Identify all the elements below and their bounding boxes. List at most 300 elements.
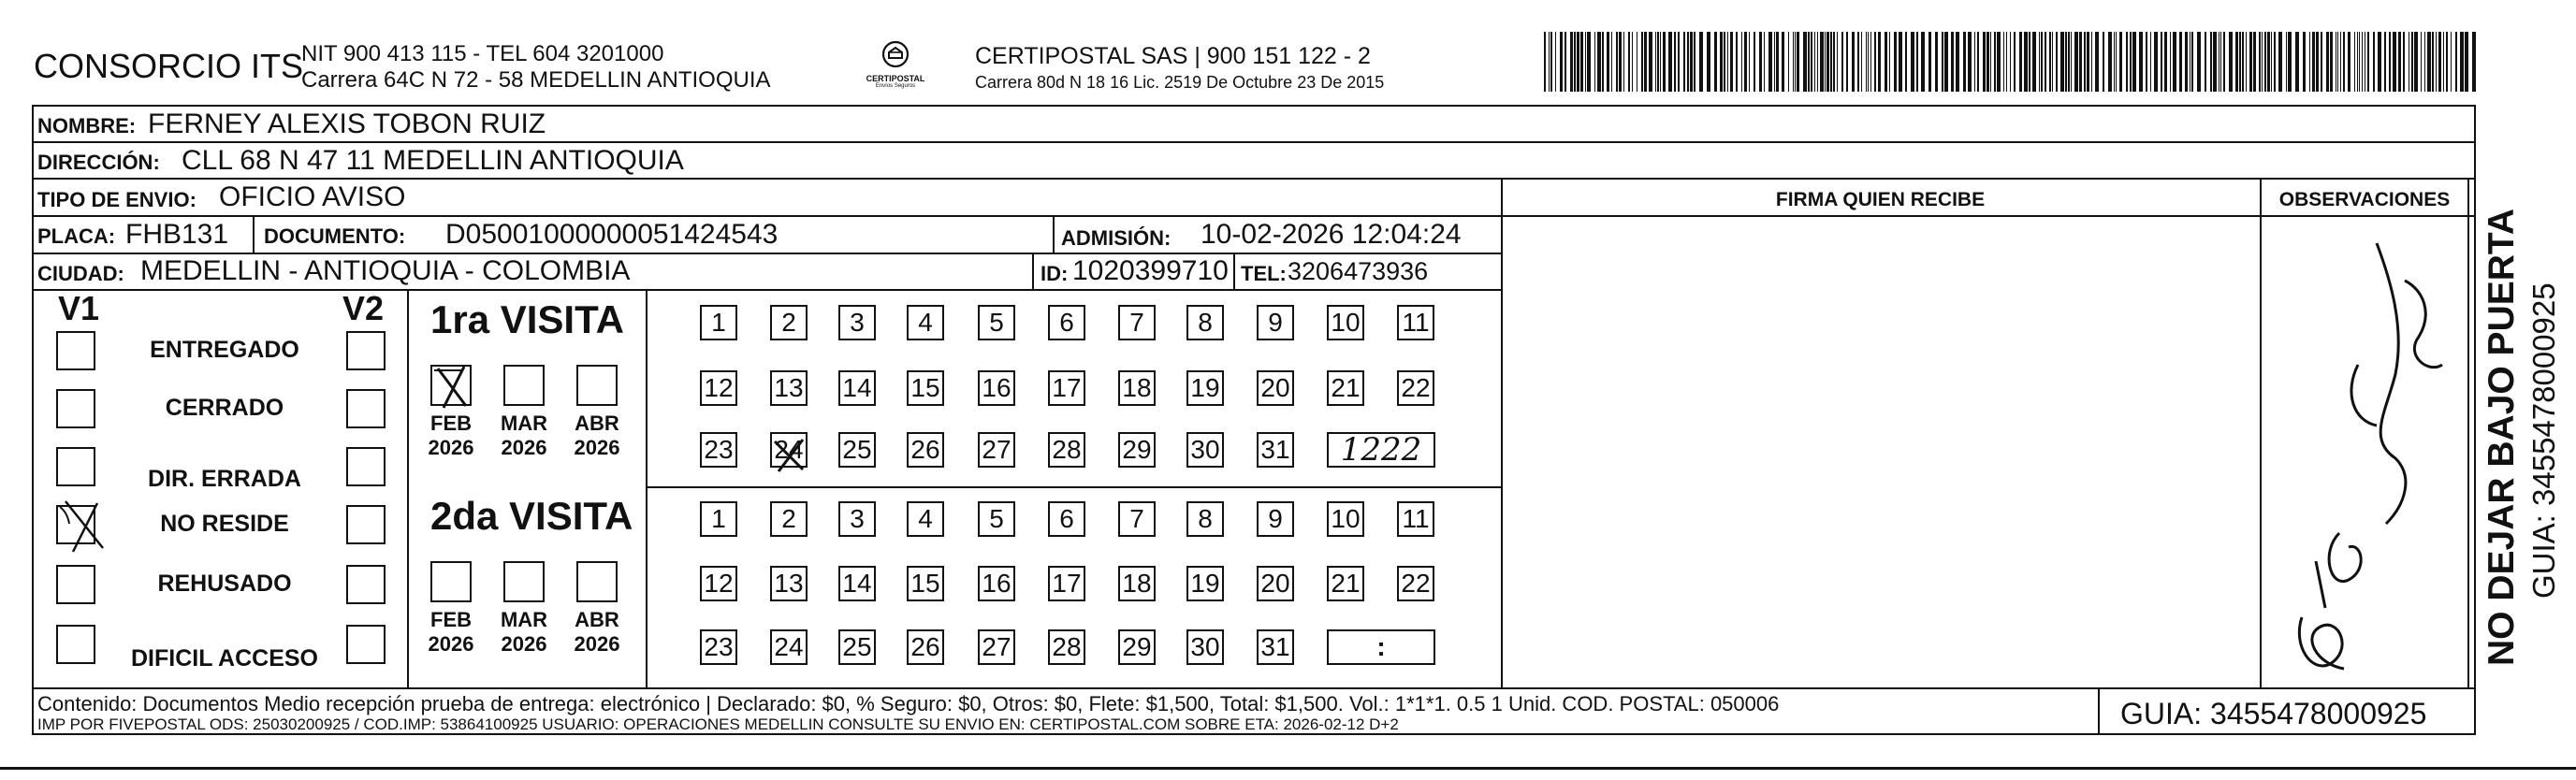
barcode-bar <box>1795 32 1796 92</box>
barcode-bar <box>2321 32 2322 92</box>
nombre-value: FERNEY ALEXIS TOBON RUIZ <box>148 108 546 139</box>
first-visit-day-21[interactable]: 21 <box>1327 370 1364 406</box>
second-visit-time-box[interactable]: : <box>1327 629 1435 665</box>
status-v1-checkbox[interactable] <box>56 625 95 664</box>
barcode-bar <box>2472 32 2476 92</box>
barcode-bar <box>2262 32 2263 92</box>
first-visit-day-25[interactable]: 25 <box>838 432 876 468</box>
first-visit-title: 1ra VISITA <box>430 297 624 341</box>
barcode-bar <box>2253 32 2256 92</box>
second-visit-day-22[interactable]: 22 <box>1397 566 1434 601</box>
second-visit-day-6[interactable]: 6 <box>1048 501 1085 537</box>
status-v2-checkbox[interactable] <box>346 389 386 428</box>
barcode-bar <box>2340 32 2341 92</box>
side-warning: NO DEJAR BAJO PUERTA <box>2481 208 2522 666</box>
status-v1-checkbox[interactable] <box>56 331 95 370</box>
tel-value: 3206473936 <box>1288 257 1429 285</box>
second-visit-day-10[interactable]: 10 <box>1327 501 1364 537</box>
day-24-check-mark <box>769 434 812 475</box>
barcode-bar <box>1694 32 1696 92</box>
first-visit-day-20[interactable]: 20 <box>1257 370 1294 406</box>
barcode-bar <box>1736 32 1738 92</box>
first-visit-day-8[interactable]: 8 <box>1186 305 1224 340</box>
barcode-bar <box>2460 32 2464 92</box>
month-name: ABR <box>575 412 619 435</box>
barcode-bar <box>2173 32 2176 92</box>
barcode-bar <box>1776 32 1779 92</box>
first-visit-day-23[interactable]: 23 <box>700 432 737 468</box>
barcode-bar <box>1894 32 1897 92</box>
status-label: DIR. ERRADA <box>148 466 301 492</box>
barcode-bar <box>1741 32 1742 92</box>
barcode-bar <box>1660 32 1661 92</box>
footer-imp: IMP POR FIVEPOSTAL ODS: 25030200925 / COD.IMP: 53864100925 USUARIO: OPERACIONES MEDELLIN CONSULTE SU ENVIO EN: CERTIPOSTAL.COM SOBRE ETA: 2026-02-12 D+2 <box>37 715 1399 733</box>
barcode-bar <box>1782 32 1784 92</box>
second-visit-day-21[interactable]: 21 <box>1327 566 1364 601</box>
first-visit-day-15[interactable]: 15 <box>907 370 944 406</box>
second-visit-day-19[interactable]: 19 <box>1186 566 1224 601</box>
second-visit-day-4[interactable]: 4 <box>907 501 944 537</box>
barcode-bar <box>1928 32 1931 92</box>
second-visit-day-23[interactable]: 23 <box>700 629 737 665</box>
barcode-bar <box>1577 32 1579 92</box>
footer-contenido: Contenido: Documentos Medio recepción prueba de entrega: electrónico | Declarado: $0, % Seguro: $0, Otros: $0, Flete: $1,500, Total: $1,500. Vol.: 1*1*1. 0.5 1 Unid. COD. POSTAL: 050006 <box>37 692 1780 715</box>
barcode-bar <box>2309 32 2310 92</box>
barcode-bar <box>2014 32 2016 92</box>
barcode-bar <box>1885 32 1887 92</box>
barcode-bar <box>1889 32 1890 92</box>
first-visit-month-label <box>571 412 623 460</box>
barcode-bar <box>1857 32 1859 92</box>
second-visit-day-2[interactable]: 2 <box>770 501 808 537</box>
barcode-bar <box>2242 32 2244 92</box>
barcode-bar <box>2041 32 2043 92</box>
side-guia: GUIA: 3455478000925 <box>2526 282 2561 599</box>
barcode-bar <box>2220 32 2221 92</box>
placa-label: PLACA: <box>37 224 116 248</box>
barcode-bar <box>2010 32 2011 92</box>
no-reside-check-mark <box>54 496 110 556</box>
first-visit-day-3[interactable]: 3 <box>838 305 876 340</box>
barcode-bar <box>2179 32 2182 92</box>
admision-label: ADMISIÓN: <box>1061 226 1172 250</box>
first-visit-day-1[interactable]: 1 <box>700 305 737 340</box>
barcode-bar <box>2316 32 2319 92</box>
status-v1-checkbox[interactable] <box>56 565 95 604</box>
second-visit-day-5[interactable]: 5 <box>978 501 1015 537</box>
barcode-bar <box>2071 32 2072 92</box>
barcode-bar <box>1550 32 1552 92</box>
second-visit-day-26[interactable]: 26 <box>907 629 944 665</box>
barcode-bar <box>1968 32 1972 92</box>
status-label: REHUSADO <box>157 571 292 597</box>
barcode-bar <box>2019 32 2022 92</box>
first-visit-day-14[interactable]: 14 <box>838 370 876 406</box>
first-visit-day-16[interactable]: 16 <box>978 370 1015 406</box>
first-visit-day-7[interactable]: 7 <box>1118 305 1156 340</box>
barcode-bar <box>2259 32 2261 92</box>
second-visit-day-25[interactable]: 25 <box>838 629 876 665</box>
barcode-bar <box>1817 32 1818 92</box>
second-visit-day-29[interactable]: 29 <box>1118 629 1156 665</box>
barcode-bar <box>1619 32 1622 92</box>
barcode-bar <box>1585 32 1586 92</box>
status-v2-checkbox[interactable] <box>346 565 386 604</box>
second-visit-day-8[interactable]: 8 <box>1186 501 1224 537</box>
barcode-bar <box>1994 32 1996 92</box>
barcode-bar <box>2249 32 2252 92</box>
barcode-bar <box>2424 32 2425 92</box>
barcode-bar <box>1574 32 1576 92</box>
certipostal-logo <box>859 39 932 95</box>
second-visit-day-20[interactable]: 20 <box>1257 566 1294 601</box>
id-label: ID: <box>1041 262 1069 285</box>
v1-label: V1 <box>58 289 100 327</box>
barcode-bar <box>2210 32 2212 92</box>
barcode-bar <box>1602 32 1604 92</box>
barcode-bar <box>2348 32 2350 92</box>
month-year: 2026 <box>501 632 547 656</box>
second-visit-day-12[interactable]: 12 <box>700 566 737 601</box>
barcode-bar <box>2154 32 2158 92</box>
barcode-bar <box>1744 32 1747 92</box>
barcode-bar <box>2303 32 2306 92</box>
placa-value: FHB131 <box>125 219 229 250</box>
barcode-bar <box>2455 32 2457 92</box>
tel-label: TEL: <box>1241 262 1287 285</box>
certipostal-line: CERTIPOSTAL SAS | 900 151 122 - 2 <box>975 43 1371 69</box>
barcode-bar <box>1655 32 1656 92</box>
barcode-bar <box>2029 32 2030 92</box>
ciudad-value: MEDELLIN - ANTIOQUIA - COLOMBIA <box>140 255 631 286</box>
first-visit-day-19[interactable]: 19 <box>1186 370 1224 406</box>
barcode-bar <box>2130 32 2132 92</box>
barcode-bar <box>1768 32 1772 92</box>
second-visit-day-1[interactable]: 1 <box>700 501 737 537</box>
barcode-bar <box>1830 32 1832 92</box>
barcode-bar <box>2091 32 2092 92</box>
month-year: 2026 <box>428 436 474 459</box>
first-visit-day-29[interactable]: 29 <box>1118 432 1156 468</box>
second-visit-day-13[interactable]: 13 <box>770 566 808 601</box>
barcode-bar <box>2465 32 2468 92</box>
barcode-bar <box>1811 32 1812 92</box>
second-visit-month-checkbox[interactable] <box>503 561 545 602</box>
status-v1-checkbox[interactable] <box>56 447 95 486</box>
handwritten-signature <box>2264 224 2466 683</box>
first-visit-day-24[interactable]: 24 <box>770 432 808 468</box>
barcode-bar <box>2052 32 2053 92</box>
barcode-bar <box>1641 32 1643 92</box>
barcode-bar <box>2114 32 2115 92</box>
barcode-bar <box>2065 32 2067 92</box>
barcode-bar <box>2432 32 2434 92</box>
first-visit-day-13[interactable]: 13 <box>770 370 808 406</box>
barcode-bar <box>2411 32 2413 92</box>
certipostal-logo-sub: Envíos Seguros <box>875 83 916 89</box>
barcode-bar <box>1570 32 1573 92</box>
barcode-bar <box>1793 32 1794 92</box>
barcode-bar <box>1911 32 1914 92</box>
barcode-bar <box>2443 32 2444 92</box>
first-visit-day-6[interactable]: 6 <box>1048 305 1085 340</box>
first-visit-month-label <box>498 412 550 460</box>
second-visit-day-16[interactable]: 16 <box>978 566 1015 601</box>
barcode-bar <box>2343 32 2345 92</box>
second-visit-day-14[interactable]: 14 <box>838 566 876 601</box>
second-visit-day-24[interactable]: 24 <box>770 629 808 665</box>
second-visit-day-18[interactable]: 18 <box>1118 566 1156 601</box>
footer-guia: GUIA: 3455478000925 <box>2120 697 2427 730</box>
barcode-bar <box>1699 32 1703 92</box>
status-v2-checkbox[interactable] <box>346 625 386 664</box>
second-visit-day-28[interactable]: 28 <box>1048 629 1085 665</box>
tipo-envio-value: OFICIO AVISO <box>219 181 406 212</box>
first-visit-month-label <box>425 412 477 460</box>
barcode-bar <box>2427 32 2431 92</box>
certipostal-logo-icon <box>877 39 914 71</box>
second-visit-month-checkbox[interactable] <box>430 561 472 602</box>
barcode-bar <box>2032 32 2036 92</box>
barcode-bar <box>1921 32 1925 92</box>
barcode-bar <box>2006 32 2007 92</box>
barcode-bar <box>1720 32 1723 92</box>
barcode-bar <box>2389 32 2391 92</box>
second-visit-month-checkbox[interactable] <box>576 561 618 602</box>
barcode-bar <box>2068 32 2070 92</box>
tipo-envio-label: TIPO DE ENVIO: <box>37 188 196 211</box>
barcode-bar <box>1977 32 1979 92</box>
barcode-bar <box>1825 32 1826 92</box>
barcode-bar <box>1714 32 1717 92</box>
status-v2-checkbox[interactable] <box>346 505 386 544</box>
barcode-bar <box>1852 32 1855 92</box>
barcode-bar <box>2398 32 2401 92</box>
barcode-bar <box>1833 32 1835 92</box>
barcode-bar <box>1870 32 1871 92</box>
barcode-bar <box>1565 32 1566 92</box>
barcode-bar <box>2108 32 2112 92</box>
barcode-bar <box>1607 32 1609 92</box>
barcode-bar <box>2362 32 2363 92</box>
barcode-bar <box>1649 32 1652 92</box>
first-visit-day-11[interactable]: 11 <box>1397 305 1434 340</box>
barcode-bar <box>1668 32 1672 92</box>
first-visit-day-5[interactable]: 5 <box>978 305 1015 340</box>
barcode-bar <box>2286 32 2287 92</box>
barcode-bar <box>2132 32 2136 92</box>
documento-label: DOCUMENTO: <box>264 224 406 248</box>
company-address: Carrera 64C N 72 - 58 MEDELLIN ANTIOQUIA <box>301 67 771 93</box>
second-visit-day-15[interactable]: 15 <box>907 566 944 601</box>
barcode-bar <box>1837 32 1838 92</box>
second-visit-day-17[interactable]: 17 <box>1048 566 1085 601</box>
status-v2-checkbox[interactable] <box>346 331 386 370</box>
barcode-bar <box>2056 32 2058 92</box>
barcode-bar <box>1644 32 1647 92</box>
direccion-value: CLL 68 N 47 11 MEDELLIN ANTIOQUIA <box>182 145 684 176</box>
barcode-bar <box>1899 32 1902 92</box>
barcode-bar <box>2045 32 2046 92</box>
id-value: 1020399710 <box>1072 255 1229 286</box>
barcode-bar <box>1916 32 1918 92</box>
barcode-bar <box>1560 32 1563 92</box>
barcode-bar <box>2079 32 2082 92</box>
status-v1-checkbox[interactable] <box>56 389 95 428</box>
barcode-bar <box>1749 32 1750 92</box>
barcode-bar <box>1878 32 1881 92</box>
barcode-bar <box>2239 32 2241 92</box>
barcode-bar <box>1774 32 1775 92</box>
first-visit-day-10[interactable]: 10 <box>1327 305 1364 340</box>
barcode-bar <box>2119 32 2122 92</box>
barcode-bar <box>1690 32 1693 92</box>
barcode-bar <box>2084 32 2086 92</box>
barcode-bar <box>1983 32 1986 92</box>
first-visit-day-18[interactable]: 18 <box>1118 370 1156 406</box>
barcode-bar <box>1597 32 1601 92</box>
barcode-bar <box>2116 32 2117 92</box>
second-visit-month-label <box>498 608 550 657</box>
barcode-bar <box>2223 32 2225 92</box>
nombre-label: NOMBRE: <box>37 114 137 137</box>
first-visit-day-27[interactable]: 27 <box>978 432 1015 468</box>
direccion-label: DIRECCIÓN: <box>37 151 160 174</box>
barcode-bar <box>1754 32 1755 92</box>
second-visit-day-27[interactable]: 27 <box>978 629 1015 665</box>
barcode-bar <box>1663 32 1666 92</box>
first-visit-day-26[interactable]: 26 <box>907 432 944 468</box>
barcode-bar <box>1826 32 1829 92</box>
second-visit-day-7[interactable]: 7 <box>1118 501 1156 537</box>
barcode-bar <box>1935 32 1938 92</box>
barcode-bar <box>2074 32 2078 92</box>
first-visit-day-30[interactable]: 30 <box>1186 432 1224 468</box>
month-name: FEB <box>430 608 472 631</box>
barcode-bar <box>1707 32 1710 92</box>
barcode-bar <box>2213 32 2217 92</box>
first-visit-day-28[interactable]: 28 <box>1048 432 1085 468</box>
barcode-bar <box>1683 32 1685 92</box>
first-visit-day-9[interactable]: 9 <box>1257 305 1294 340</box>
barcode-bar <box>2003 32 2004 92</box>
barcode-bar <box>2150 32 2151 92</box>
firma-header: FIRMA QUIEN RECIBE <box>1775 189 1986 210</box>
barcode-bar <box>2095 32 2099 92</box>
second-visit-day-31[interactable]: 31 <box>1257 629 1294 665</box>
barcode-bar <box>2164 32 2167 92</box>
barcode-bar <box>1632 32 1633 92</box>
barcode-bar <box>2205 32 2206 92</box>
second-visit-day-11[interactable]: 11 <box>1397 501 1434 537</box>
barcode-bar <box>1678 32 1680 92</box>
barcode-bar <box>2185 32 2188 92</box>
month-year: 2026 <box>428 632 474 656</box>
barcode-bar <box>1963 32 1966 92</box>
barcode-bar <box>1788 32 1789 92</box>
barcode-bar <box>2359 32 2360 92</box>
barcode-bar <box>2049 32 2051 92</box>
barcode-bar <box>1724 32 1725 92</box>
first-visit-day-12[interactable]: 12 <box>700 370 737 406</box>
month-name: FEB <box>430 412 472 435</box>
barcode-bar <box>2330 32 2333 92</box>
barcode-bar <box>1997 32 2001 92</box>
feb-check-mark <box>429 361 477 413</box>
barcode-bar <box>2264 32 2266 92</box>
status-v2-checkbox[interactable] <box>346 447 386 486</box>
status-label: ENTREGADO <box>150 337 299 363</box>
month-name: MAR <box>500 608 548 631</box>
status-label: CERRADO <box>165 395 284 421</box>
barcode-bar <box>1956 32 1959 92</box>
barcode-bar <box>2326 32 2329 92</box>
barcode-bar <box>1549 32 1550 92</box>
barcode-bar <box>1861 32 1862 92</box>
barcode-bar <box>2393 32 2396 92</box>
first-visit-month-checkbox[interactable] <box>576 365 618 406</box>
month-name: ABR <box>575 608 619 631</box>
admision-value: 10-02-2026 12:04:24 <box>1201 219 1462 250</box>
barcode-bar <box>1727 32 1728 92</box>
barcode-bar <box>2246 32 2247 92</box>
barcode-bar <box>1987 32 1989 92</box>
second-visit-day-3[interactable]: 3 <box>838 501 876 537</box>
barcode-bar <box>1841 32 1843 92</box>
barcode-bar <box>2060 32 2064 92</box>
barcode-bar <box>1657 32 1659 92</box>
barcode-bar <box>1587 32 1591 92</box>
barcode-bar <box>1623 32 1624 92</box>
second-visit-month-label <box>425 608 477 657</box>
barcode-bar <box>2378 32 2381 92</box>
month-year: 2026 <box>574 436 620 459</box>
barcode-bar <box>2403 32 2405 92</box>
barcode-bar <box>1797 32 1799 92</box>
first-visit-day-22[interactable]: 22 <box>1397 370 1434 406</box>
barcode-bar <box>2235 32 2238 92</box>
barcode-bar <box>1611 32 1612 92</box>
barcode-bar <box>2267 32 2270 92</box>
observaciones-header: OBSERVACIONES <box>2278 189 2451 210</box>
barcode-bar <box>1990 32 1991 92</box>
barcode-bar <box>2451 32 2452 92</box>
barcode <box>1544 32 2480 95</box>
first-visit-day-2[interactable]: 2 <box>770 305 808 340</box>
first-visit-day-4[interactable]: 4 <box>907 305 944 340</box>
first-visit-time-box[interactable]: 1222 <box>1327 432 1435 468</box>
barcode-bar <box>1951 32 1954 92</box>
second-visit-title: 2da VISITA <box>430 494 633 538</box>
barcode-bar <box>2438 32 2441 92</box>
second-visit-day-30[interactable]: 30 <box>1186 629 1224 665</box>
first-visit-day-31[interactable]: 31 <box>1257 432 1294 468</box>
first-visit-month-checkbox[interactable] <box>503 365 545 406</box>
barcode-bar <box>1555 32 1556 92</box>
barcode-bar <box>2354 32 2355 92</box>
barcode-bar <box>1687 32 1689 92</box>
second-visit-day-9[interactable]: 9 <box>1257 501 1294 537</box>
barcode-bar <box>1846 32 1848 92</box>
barcode-bar <box>2139 32 2143 92</box>
barcode-bar <box>2024 32 2028 92</box>
barcode-bar <box>2229 32 2233 92</box>
barcode-bar <box>1874 32 1876 92</box>
barcode-bar <box>1730 32 1733 92</box>
first-visit-day-17[interactable]: 17 <box>1048 370 1085 406</box>
barcode-bar <box>2288 32 2292 92</box>
barcode-bar <box>1759 32 1762 92</box>
